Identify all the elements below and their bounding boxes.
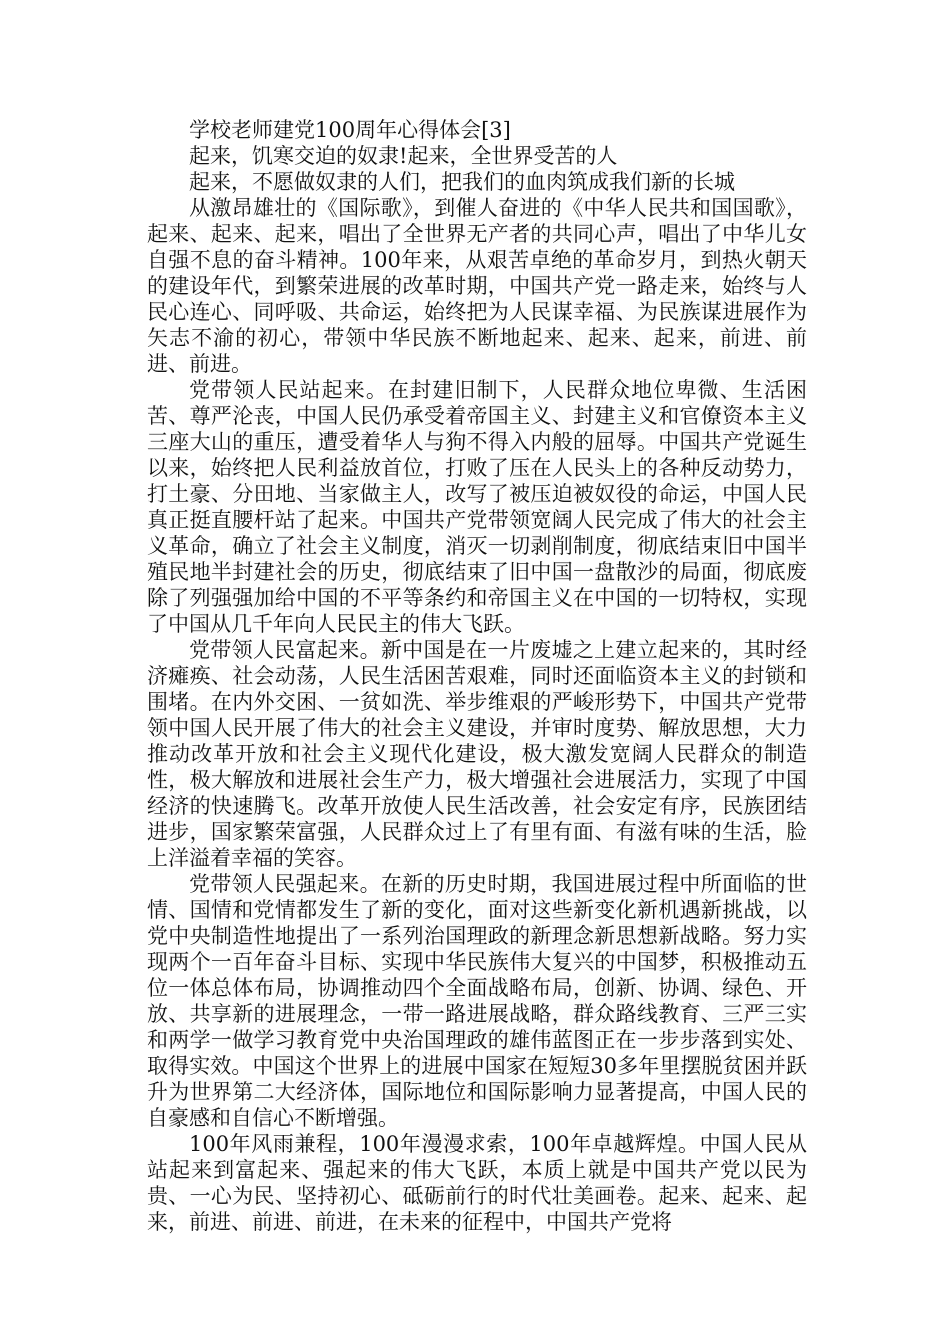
paragraph-get-rich: 党带领人民富起来。新中国是在一片废墟之上建立起来的，其时经济瘫痪、社会动荡，人民生活困苦艰难，同时还面临资本主义的封锁和围堵。在内外交困、一贫如洗、举步维艰的严峻形势下，中国共产党带领中国人民开展了伟大的社会主义建设，并审时度势、解放思想，大力推动改革开放和社会主义现代化建设，极大激发宽阔人民群众的制造性，极大解放和进展社会生产力，极大增强社会进展活力，实现了中国经济的快速腾飞。改革开放使人民生活改善，社会安定有序，民族团结进步，国家繁荣富强，人民群众过上了有里有面、有滋有味的生活，脸上洋溢着幸福的笑容。: [147, 638, 807, 870]
paragraph-stand-up: 党带领人民站起来。在封建旧制下，人民群众地位卑微、生活困苦、尊严沦丧，中国人民仍承受着帝国主义、封建主义和官僚资本主义三座大山的重压，遭受着华人与狗不得入内般的屈辱。中国共产党诞生以来，始终把人民利益放首位，打败了压在人民头上的各种反动势力，打土豪、分田地、当家做主人，改写了被压迫被奴役的命运，中国人民真正挺直腰杆站了起来。中国共产党带领宽阔人民完成了伟大的社会主义革命，确立了社会主义制度，消灭一切剥削制度，彻底结束旧中国半殖民地半封建社会的历史，彻底结束了旧中国一盘散沙的局面，彻底废除了列强强加给中国的不平等条约和帝国主义在中国的一切特权，实现了中国从几千年向人民民主的伟大飞跃。: [147, 378, 807, 636]
paragraph-lyric-1: 起来，饥寒交迫的奴隶!起来，全世界受苦的人: [189, 144, 618, 168]
document-body: [147, 117, 807, 1235]
document-title: 学校老师建党100周年心得体会[3]: [189, 118, 511, 142]
paragraph-100-years: 100年风雨兼程，100年漫漫求索，100年卓越辉煌。中国人民从站起来到富起来、强起来的伟大飞跃，本质上就是中国共产党以民为贵、一心为民、坚持初心、砥砺前行的时代壮美画卷。起来、起来、起来，前进、前进、前进，在未来的征程中，中国共产党将: [147, 1132, 807, 1234]
paragraph-lyric-2: 起来，不愿做奴隶的人们，把我们的血肉筑成我们新的长城: [189, 170, 735, 194]
paragraph-intro: 从激昂雄壮的《国际歌》，到催人奋进的《中华人民共和国国歌》，起来、起来、起来，唱出了全世界无产者的共同心声，唱出了中华儿女自强不息的奋斗精神。100年来，从艰苦卓绝的革命岁月，到热火朝天的建设年代，到繁荣进展的改革时期，中国共产党一路走来，始终与人民心连心、同呼吸、共命运，始终把为人民谋幸福、为民族谋进展作为矢志不渝的初心，带领中华民族不断地起来、起来、起来，前进、前进、前进。: [147, 196, 807, 376]
paragraph-get-strong: 党带领人民强起来。在新的历史时期，我国进展过程中所面临的世情、国情和党情都发生了新的变化，面对这些新变化新机遇新挑战，以党中央制造性地提出了一系列治国理政的新理念新思想新战略。努力实现两个一百年奋斗目标、实现中华民族伟大复兴的中国梦，积极推动五位一体总体布局，协调推动四个全面战略布局，创新、协调、绿色、开放、共享新的进展理念，一带一路进展战略，群众路线教育、三严三实和两学一做学习教育党中央治国理政的雄伟蓝图正在一步步落到实处、取得实效。中国这个世界上的进展中国家在短短30多年里摆脱贫困并跃升为世界第二大经济体，国际地位和国际影响力显著提高，中国人民的自豪感和自信心不断增强。: [147, 872, 807, 1130]
